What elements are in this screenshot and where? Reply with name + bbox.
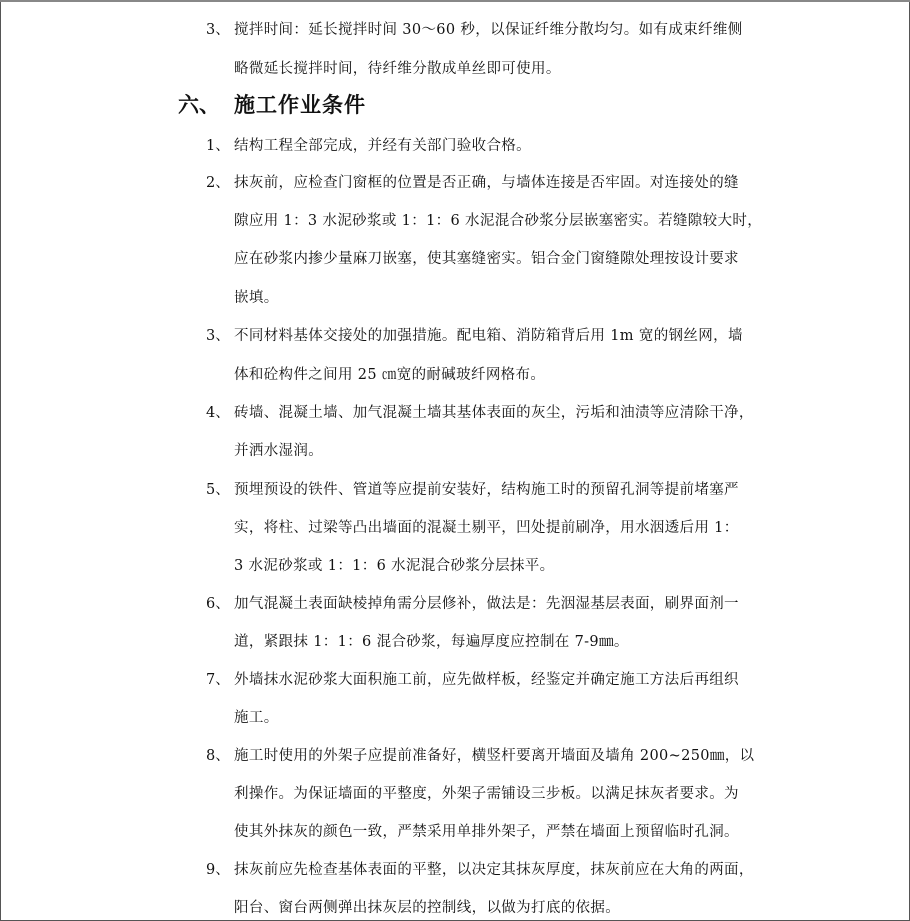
item-text: 砖墙、混凝土墙、加气混凝土墙其基体表面的灰尘，污垢和油渍等应清除干净，: [234, 405, 754, 421]
item-text: 施工。: [234, 710, 279, 726]
item-text: 并洒水湿润。: [234, 443, 324, 459]
section-number: 六、: [178, 92, 220, 117]
item-text: 结构工程全部完成，并经有关部门验收合格。: [234, 138, 531, 154]
item-number: 3、: [206, 328, 230, 344]
item-text: 略微延长搅拌时间，待纤维分散成单丝即可使用。: [234, 61, 561, 77]
item-number: 8、: [206, 748, 230, 764]
item-text: 抹灰前，应检查门窗框的位置是否正确，与墙体连接是否牢固。对连接处的缝: [234, 175, 739, 191]
item-text: 实，将柱、过梁等凸出墙面的混凝土剔平，凹处提前刷净，用水洇透后用 1：: [234, 520, 739, 536]
item-text: 道，紧跟抹 1：1：6 混合砂浆，每遍厚度应控制在 7-9㎜。: [234, 634, 629, 650]
item-text: 体和砼构件之间用 25 ㎝宽的耐碱玻纤网格布。: [234, 367, 546, 383]
item-text: 3 水泥砂浆或 1：1：6 水泥混合砂浆分层抹平。: [234, 558, 555, 574]
item-text: 抹灰前应先检查基体表面的平整，以决定其抹灰厚度，抹灰前应在大角的两面，: [234, 862, 754, 878]
item-text: 搅拌时间：延长搅拌时间 30～60 秒，以保证纤维分散均匀。如有成束纤维侧: [234, 22, 743, 38]
item-text: 嵌填。: [234, 290, 279, 306]
item-number: 5、: [206, 482, 230, 498]
item-text: 外墙抹水泥砂浆大面积施工前，应先做样板，经鉴定并确定施工方法后再组织: [234, 672, 739, 688]
item-text: 应在砂浆内掺少量麻刀嵌塞，使其塞缝密实。铝合金门窗缝隙处理按设计要求: [234, 251, 739, 267]
item-text: 预埋预设的铁件、管道等应提前安装好，结构施工时的预留孔洞等提前堵塞严: [234, 482, 739, 498]
item-number: 7、: [206, 672, 230, 688]
item-text: 利操作。为保证墙面的平整度，外架子需铺设三步板。以满足抹灰者要求。为: [234, 786, 739, 802]
section-title: 施工作业条件: [234, 92, 366, 117]
item-text: 不同材料基体交接处的加强措施。配电箱、消防箱背后用 1m 宽的钢丝网，墙: [234, 328, 743, 344]
item-text: 阳台、窗台两侧弹出抹灰层的控制线，以做为打底的依据。: [234, 900, 621, 916]
item-number: 3、: [206, 22, 230, 38]
item-text: 隙应用 1：3 水泥砂浆或 1：1：6 水泥混合砂浆分层嵌塞密实。若缝隙较大时，: [234, 213, 763, 229]
item-number: 9、: [206, 862, 230, 878]
item-number: 2、: [206, 175, 230, 191]
item-text: 使其外抹灰的颜色一致，严禁采用单排外架子，严禁在墙面上预留临时孔洞。: [234, 824, 739, 840]
item-number: 6、: [206, 596, 230, 612]
top-border: [0, 0, 910, 2]
item-text: 施工时使用的外架子应提前准备好，横竖杆要离开墙面及墙角 200~250㎜，以: [234, 748, 755, 764]
item-text: 加气混凝土表面缺棱掉角需分层修补，做法是：先洇湿基层表面，刷界面剂一: [234, 596, 739, 612]
item-number: 1、: [206, 138, 230, 154]
item-number: 4、: [206, 405, 230, 421]
